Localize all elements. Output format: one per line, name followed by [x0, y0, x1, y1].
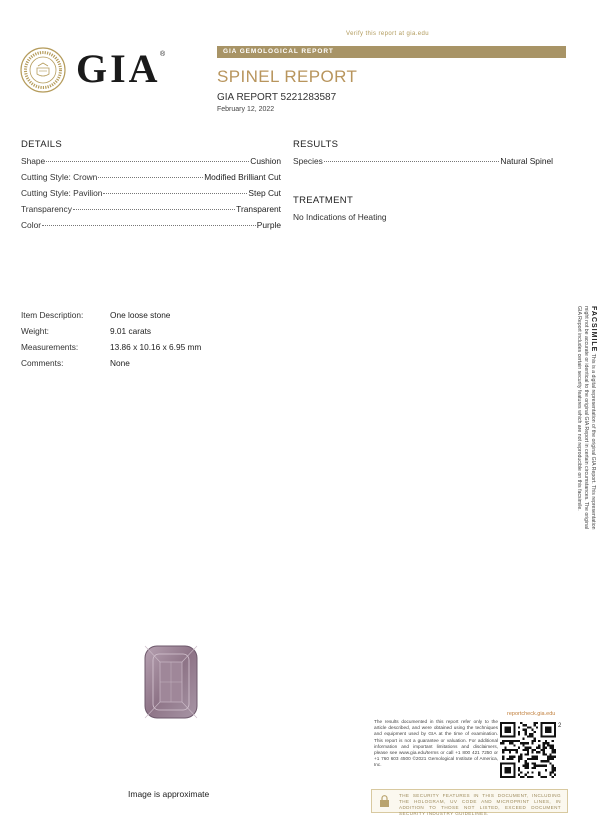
security-notice-box [371, 789, 568, 816]
lock-icon [379, 795, 390, 807]
leader-dots [46, 161, 249, 162]
details-label: Color [21, 220, 42, 230]
gemstone-image [144, 645, 198, 719]
details-value: Purple [256, 220, 281, 230]
disclaimer-text: The results documented in this report refer only to the article described, and were obtained using the techniques and equipment used by GIA at the time of examination. This report is not a guarantee or valuation. For additional information and important limitations and disclaimers, please see www.gia.edu/terms or call +1 800 421 7250 or +1 760 603 4500 ©2021 Gemological Institute of America, Inc. [374, 719, 498, 768]
details-label: Cutting Style: Pavilion [21, 188, 103, 198]
info-value: 9.01 carats [110, 326, 152, 336]
details-label: Cutting Style: Crown [21, 172, 98, 182]
leader-dots [42, 225, 256, 226]
details-row-shape [21, 156, 281, 166]
details-row-crown [21, 172, 281, 182]
verify-link[interactable]: Verify this report at gia.edu [346, 31, 429, 37]
leader-dots [98, 177, 203, 178]
details-value: Step Cut [248, 188, 281, 198]
registered-mark: ® [160, 51, 166, 58]
report-type-band [217, 46, 566, 58]
facsimile-title: FACSIMILE [590, 306, 597, 353]
info-label: Weight: [21, 326, 49, 336]
details-heading: DETAILS [21, 139, 62, 150]
reportcheck-link[interactable]: reportcheck.gia.edu [507, 711, 556, 717]
details-row-transparency [21, 204, 281, 214]
report-date: February 12, 2022 [217, 106, 275, 113]
report-type-band-text: GIA GEMOLOGICAL REPORT [223, 48, 334, 55]
results-heading: RESULTS [293, 139, 339, 150]
info-value: One loose stone [110, 310, 171, 320]
report-number: GIA REPORT 5221283587 [217, 92, 337, 103]
info-label: Comments: [21, 358, 64, 368]
details-value: Modified Brilliant Cut [204, 172, 281, 182]
facsimile-notice [573, 306, 597, 532]
details-row-color [21, 220, 281, 230]
leader-dots [103, 193, 247, 194]
details-value: Cushion [250, 156, 281, 166]
info-label: Item Description: [21, 310, 84, 320]
report-title: SPINEL REPORT [217, 67, 358, 86]
gia-seal-logo [20, 47, 66, 93]
qr-label: 2 [558, 723, 562, 729]
leader-dots [73, 209, 235, 210]
details-label: Transparency [21, 204, 72, 214]
item-measurements [21, 342, 202, 352]
gia-logo-text: GIA [76, 46, 161, 91]
treatment-heading: TREATMENT [293, 195, 354, 206]
treatment-text: No Indications of Heating [293, 212, 387, 222]
info-label: Measurements: [21, 342, 79, 352]
item-comments [21, 358, 130, 368]
leader-dots [324, 161, 500, 162]
item-description [21, 310, 171, 320]
info-value: 13.86 x 10.16 x 6.95 mm [110, 342, 202, 352]
details-label: Shape [21, 156, 46, 166]
results-row-species [293, 156, 553, 166]
security-notice-text: THE SECURITY FEATURES IN THIS DOCUMENT, INCLUDING THE HOLOGRAM, UV CODE AND MICROPRINT LINES, IN ADDITION TO THOSE NOT LISTED, EXCEED DOCUMENT SECURITY INDUSTRY GUIDELINES. [399, 793, 561, 816]
facsimile-text: This is a digital representation of the original GIA Report. This representation might not be accurate or identical to the original GIA Report in certain circumstances. The original GIA Report includes certain security features which are not reproducible on this facsimile. [576, 306, 596, 530]
qr-code[interactable] [500, 722, 556, 778]
results-value: Natural Spinel [500, 156, 553, 166]
image-caption: Image is approximate [128, 789, 210, 799]
details-row-pavilion [21, 188, 281, 198]
details-value: Transparent [236, 204, 281, 214]
results-label: Species [293, 156, 323, 166]
item-weight [21, 326, 152, 336]
info-value: None [110, 358, 130, 368]
